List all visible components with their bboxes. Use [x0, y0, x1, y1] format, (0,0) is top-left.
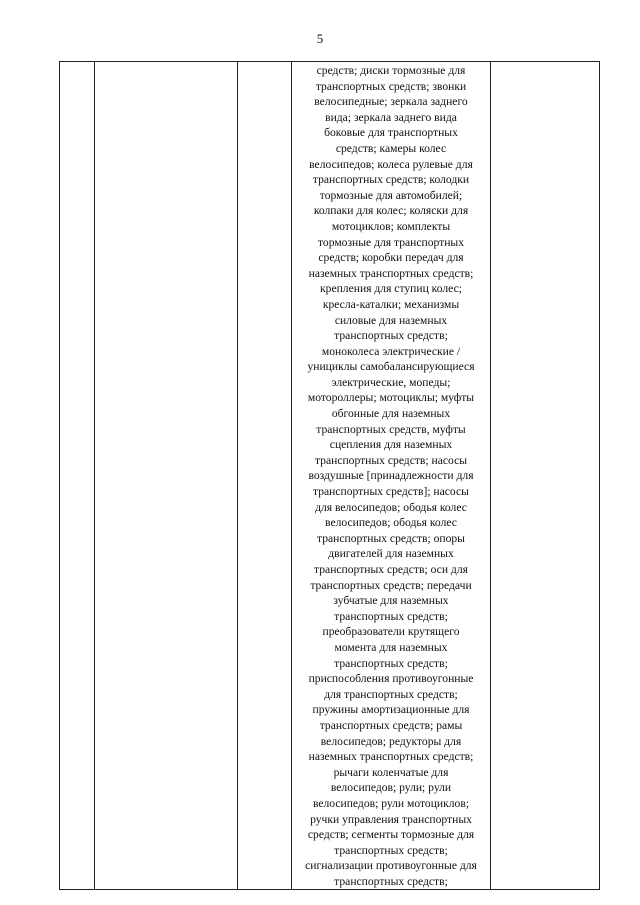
goods-list-line: велосипедные; зеркала заднего: [314, 95, 468, 109]
goods-list-line: мотороллеры; мотоциклы; муфты: [307, 391, 475, 405]
goods-list-line: пружины амортизационные для: [312, 703, 470, 717]
goods-list-line: тормозные для транспортных: [317, 235, 464, 249]
goods-list-line: силовые для наземных: [334, 313, 448, 327]
goods-list-line: рычаги коленчатые для: [333, 765, 449, 779]
goods-list-line: боковые для транспортных: [324, 126, 458, 140]
goods-list-line: электрические, мопеды;: [331, 375, 451, 389]
goods-list-line: кресла-каталки; механизмы: [322, 297, 460, 311]
goods-list-line: колпаки для колес; коляски для: [313, 204, 469, 218]
goods-list-line: транспортных средств; рамы: [319, 718, 463, 732]
goods-list-line: велосипедов; ободья колес: [325, 516, 457, 530]
goods-list-line: для транспортных средств;: [324, 687, 458, 701]
goods-list-line: велосипедов; колеса рулевые для: [309, 157, 473, 171]
goods-list-line: для велосипедов; ободья колес: [315, 500, 467, 514]
goods-list-line: транспортных средств, муфты: [316, 422, 466, 436]
goods-list-line: транспортных средств; опоры: [317, 531, 465, 545]
goods-list-line: транспортных средств; колодки: [312, 173, 470, 187]
goods-list-line: унициклы самобалансирующиеся: [307, 360, 475, 374]
goods-list-line: зубчатые для наземных: [333, 594, 449, 608]
goods-list-line: велосипедов; редукторы для: [320, 734, 462, 748]
goods-list-line: велосипедов; рули мотоциклов;: [312, 796, 470, 810]
goods-list-line: транспортных средств;: [334, 656, 448, 670]
goods-list-line: двигателей для наземных: [328, 547, 454, 561]
goods-list-line: транспортных средств;: [334, 874, 448, 888]
goods-list-line: ручки управления транспортных: [310, 812, 472, 826]
goods-list-line: транспортных средств;: [334, 609, 448, 623]
goods-list-line: приспособления противоугонные: [308, 672, 474, 686]
goods-list-line: средств; камеры колес: [335, 141, 447, 155]
page-number: 5: [316, 31, 324, 46]
table-cell-class: [238, 62, 292, 890]
goods-list-line: транспортных средств; передачи: [310, 578, 472, 592]
goods-list-line: транспортных средств]; насосы: [313, 485, 469, 499]
goods-list-line: наземных транспортных средств;: [308, 750, 474, 764]
table-cell-notes: [491, 62, 600, 890]
goods-list-line: средств; сегменты тормозные для: [307, 828, 475, 842]
goods-list-line: транспортных средств; оси для: [314, 563, 468, 576]
goods-list-line: момента для наземных: [334, 640, 448, 654]
goods-list-line: транспортных средств;: [334, 329, 448, 343]
goods-list-line: мотоциклов; комплекты: [331, 219, 451, 233]
goods-table: [59, 61, 600, 890]
goods-list-line: средств; диски тормозные для: [316, 64, 466, 77]
table-row: [60, 62, 600, 890]
goods-list-line: средств; коробки передач для: [318, 251, 464, 265]
table-cell-name: [95, 62, 238, 890]
goods-list-line: транспортных средств;: [334, 843, 448, 857]
goods-list-line: обгонные для наземных: [331, 407, 451, 421]
goods-list-line: моноколеса электрические /: [321, 344, 461, 358]
goods-list-line: наземных транспортных средств;: [308, 266, 474, 280]
table-cell-goods-list: [292, 62, 491, 890]
goods-list-line: преобразователи крутящего: [322, 625, 460, 639]
goods-list-line: сцепления для наземных: [329, 438, 453, 452]
goods-list-text: [292, 62, 490, 889]
goods-list-line: тормозные для автомобилей;: [319, 188, 463, 202]
goods-list-line: транспортных средств; звонки: [315, 79, 467, 93]
goods-list-line: крепления для ступиц колес;: [320, 282, 462, 296]
goods-list-line: вида; зеркала заднего вида: [325, 110, 457, 124]
goods-list-line: велосипедов; рули; рули: [330, 781, 452, 795]
goods-list-line: воздушные [принадлежности для: [308, 469, 474, 483]
table-cell-number: [60, 62, 95, 890]
goods-list-line: сигнализации противоугонные для: [305, 859, 477, 873]
goods-list-line: транспортных средств; насосы: [314, 453, 468, 467]
